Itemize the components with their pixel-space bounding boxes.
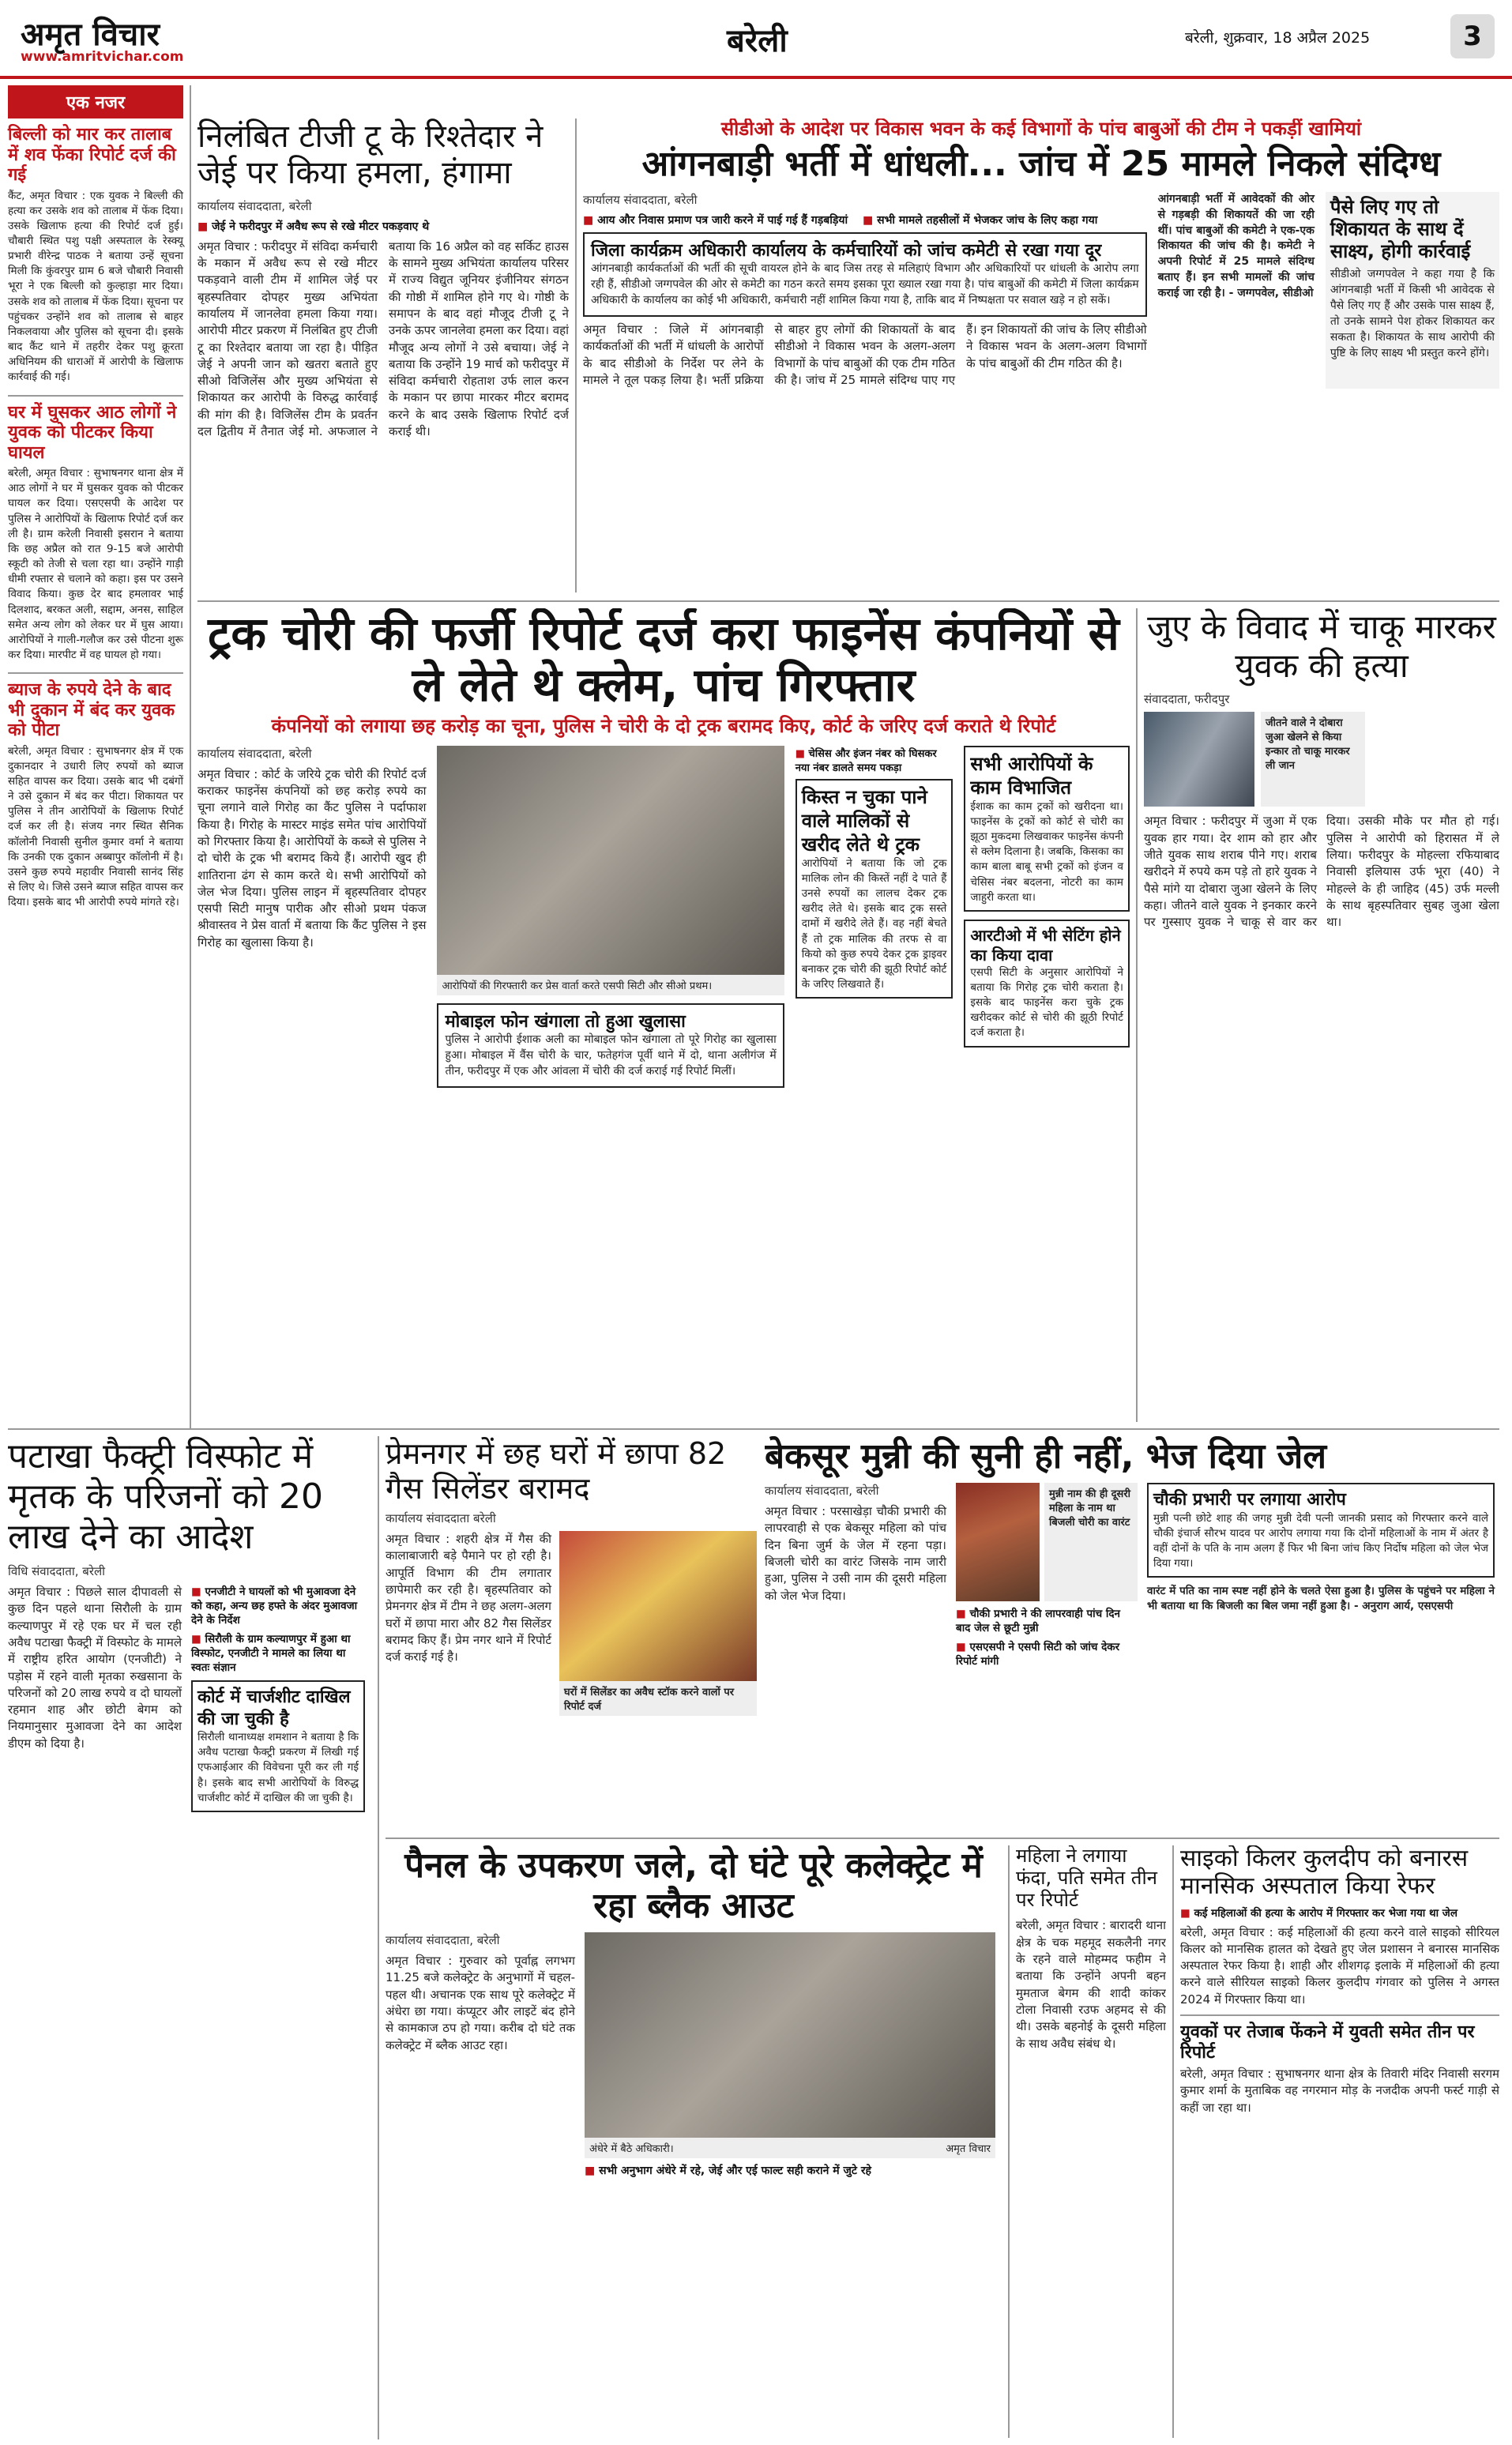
side-body: सीडीओ जग्गपवेल ने कहा गया है कि आंगनबाड़ी भर्ती में किसी भी आवेदक से पैसे लिए गए हैं और उसके पास साक्ष्य हैं, तो उनके सामने पेश होकर शिकायत कर सकता है। शिकायत के साथ आरोपी की पुष्टि के लिए साक्ष्य भी प्रस्तुत करने होंगे। — [1330, 268, 1495, 359]
sidebar-item-headline: बिल्ली को मार कर तालाब में शव फेंका रिपोर्ट दर्ज की गई — [8, 125, 176, 186]
story-firecracker-blast[interactable] — [8, 1436, 371, 2439]
box-headline: आरटीओ में भी सेटिंग होने का किया दावा — [970, 925, 1121, 965]
story-highlight: ■ चौकी प्रभारी ने की लापरवाही पांच दिन बाद जेल से छूटी मुन्नी — [956, 1606, 1138, 1634]
edition-city: बरेली — [727, 23, 788, 59]
story-point: ■ आय और निवास प्रमाण पत्र जारी करने में पाई गई हैं गड़बड़ियां — [583, 213, 852, 228]
blackout-photo — [585, 1932, 995, 2138]
sidebar-item-body: बरेली, अमृत विचार : सुभाषनगर थाना क्षेत्र में आठ लोगों ने घर में घुसकर युवक को पीटकर घायल कर दिया। एसएसपी के आदेश पर पुलिस ने आरोपियों के खिलाफ रिपोर्ट दर्ज कर ली है। ग्राम करेली निवासी इसरान ने बताया कि छह अप्रैल को रात 9-15 बजे आरोपी स्कूटी को तेजी से चला रहा था। उन्होंने गाड़ी धीमी रफ्तार से चलाने को कहा। इस पर उसने विवाद किया। कुछ देर बाद हमलावर भाई दिलशाद, बरकत अली, सद्दाम, अनस, साहिल समेत अन्य लोग को लेकर घर में घुस आया। आरोपियों ने गाली-गलौज कर उसे पीटना शुरू कर दिया। मारपीट में वह घायल हो गया। — [8, 467, 183, 661]
story-headline: पटाखा फैक्ट्री विस्फोट में मृतक के परिजनों को 20 लाख देने का आदेश — [8, 1436, 323, 1558]
box-body: पुलिस ने आरोपी ईशाक अली का मोबाइल फोन खंगाला तो पूरे गिरोह का खुलासा हुआ। मोबाइल में वैंस चोरी के चार, फतेहगंज पूर्वी थाने में दो, थाना अलीगंज में तीन, फरीदपुर में एक और आंवला में चोरी की दर्ज कराई गई रिपोर्ट मिलीं। — [445, 1033, 777, 1078]
press-conference-photo — [437, 746, 784, 975]
box-tag: ■ चेसिस और इंजन नंबर को घिसकर नया नंबर डालते समय पकड़ा — [795, 746, 953, 774]
story-headline: आंगनबाड़ी भर्ती में धांधली... जांच में 25 मामले निकले संदिग्ध — [641, 143, 1441, 184]
story-headline: बेकसूर मुन्नी की सुनी ही नहीं, भेज दिया जेल — [765, 1436, 1327, 1476]
side-headline: पैसे लिए गए तो शिकायत के साथ दें साक्ष्य, होगी कार्रवाई — [1330, 195, 1471, 262]
story-point: ■ एनजीटी ने घायलों को भी मुआवजा देने को कहा, अन्य छह हफ्ते के अंदर मुआवजा देने के निर्देश — [191, 1584, 365, 1627]
section-divider — [386, 1838, 1499, 1839]
info-box — [964, 746, 1130, 912]
photo-caption: घरों में सिलेंडर का अवैध स्टॉक करने वालों पर रिपोर्ट दर्ज — [559, 1681, 757, 1716]
divider — [8, 395, 183, 397]
sidebar-item-headline: घर में घुसकर आठ लोगों ने युवक को पीटकर किया घायल — [8, 402, 177, 463]
info-box — [795, 779, 953, 999]
box-headline: चौकी प्रभारी पर लगाया आरोप — [1153, 1490, 1346, 1510]
box-headline: जिला कार्यक्रम अधिकारी कार्यालय के कर्मचारियों को जांच कमेटी से रखा गया दूर — [591, 240, 1102, 261]
box-headline: मोबाइल फोन खंगाला तो हुआ खुलासा — [445, 1011, 686, 1032]
story-body: अमृत विचार : गुरुवार को पूर्वाह्न लगभग 11.25 बजे कलेक्ट्रेट के अनुभागों में चहल-पहल थी। अचानक एक साथ पूरे कलेक्ट्रेट में अंधेरा छा गया। कंप्यूटर और लाइटें बंद होने से कामकाज ठप हो गया। करीब दो घंटे तक कलेक्ट्रेट में ब्लैक आउट रहा। — [386, 1954, 575, 2052]
divider — [8, 672, 183, 674]
site-url[interactable]: www.amritvichar.com — [21, 49, 184, 65]
story-byline: कार्यालय संवाददाता, बरेली — [197, 746, 312, 761]
cylinders-photo — [559, 1531, 757, 1681]
info-box — [1147, 1483, 1495, 1578]
story-byline: संवाददाता, फरीदपुर — [1144, 692, 1230, 707]
story-headline: जुए के विवाद में चाकू मारकर युवक की हत्या — [1147, 608, 1496, 685]
story-collectorate-blackout[interactable] — [386, 1845, 1002, 2438]
column-rule — [378, 1436, 379, 2439]
box-body: एसपी सिटी के अनुसार आरोपियों ने बताया कि गिरोह ट्रक चोरी कराता है। इसके बाद फाइनेंस करा चुके ट्रक खरीदकर कोर्ट से चोरी की झूठी रिपोर्ट दर्ज कराता है। — [970, 965, 1123, 1040]
box-body: ईशाक का काम ट्रकों को खरीदना था। फाइनेंस के ट्रकों को कोर्ट से चोरी का झूठा मुकदमा लिखवाकर फाइनेंस कंपनी से क्लेम दिलाना है। जबकि, किसका का काम बाला बाबू सभी ट्रकों को इंजन व चेसिस नंबर बदलना, नोटरी का काम जाहुरी करता था। — [970, 799, 1123, 904]
victim-photo — [1144, 712, 1254, 807]
section-divider — [8, 1428, 1499, 1430]
story-headline: साइको किलर कुलदीप को बनारस मानसिक अस्पताल किया रेफर — [1180, 1845, 1469, 1900]
story-point: ■ एसएसपी ने एसपी सिटी को जांच देकर रिपोर्ट मांगी — [956, 1639, 1138, 1668]
info-box — [964, 920, 1130, 1048]
story-woman-suicide[interactable] — [1016, 1845, 1166, 2438]
sidebar-tag: एक नजर — [8, 85, 183, 118]
sidebar-item[interactable] — [8, 403, 183, 664]
box-body: आरोपियों ने बताया कि जो ट्रक मालिक लोन की किस्तें नहीं दे पाते हैं उनसे रुपयों का लालच देकर ट्रक खरीद लेते थे। इसके बाद ट्रक सस्ते दामों में खरीदे लेते हैं। वह नहीं बेचते हैं तो ट्रक मालिक की तरफ से वा कियो को कुछ रुपये देकर ट्रक ड्राइवर बनाकर ट्रक चोरी की झूठी रिपोर्ट कोर्ट के जरिए लिखवाते हैं। — [801, 856, 947, 991]
story-byline: कार्यालय संवाददाता, बरेली — [765, 1484, 879, 1499]
story-body: अमृत विचार : परसाखेड़ा चौकी प्रभारी की लापरवाही से एक बेकसूर महिला को पांच दिन बिना जुर्म के जेल में रहना पड़ा। बिजली चोरी का वारंट जिसके नाम जारी हुआ, पुलिस ने उसी नाम की दूसरी महिला को जेल भेज दिया। — [765, 1504, 946, 1603]
box-body: मुन्नी पत्नी छोटे शाह की जगह मुन्नी देवी पत्नी जानकी प्रसाद को गिरफ्तार करने वाले चौकी इंचार्ज सौरभ यादव पर आरोप लगाया गया कि दोनों महिलाओं के नाम में अंतर है वहीं दोनों के पति के नाम अलग हैं फिर भी बिना जांच किए निर्दोष महिला को जेल भेज दिया गया। — [1153, 1511, 1488, 1570]
info-box — [191, 1680, 365, 1812]
story-deck: कंपनियों को लगाया छह करोड़ का चूना, पुलिस ने चोरी के दो ट्रक बरामद किए, कोर्ट के जरिए दर्ज कराते थे रिपोर्ट — [271, 714, 1056, 737]
story-body: बरेली, अमृत विचार : कई महिलाओं की हत्या करने वाले साइको सीरियल किलर को मानसिक हालत को देखते हुए जेल प्रशासन ने बनारस मानसिक अस्पताल रेफर किया है। शाही और शीशगढ़ इलाके में महिलाओं की हत्या करने वाले सीरियल साइको किलर कुलदीप गंगवार को पुलिस ने अगस्त 2024 में गिरफ्तार किया था। — [1180, 1924, 1499, 2007]
box-headline: किस्त न चुका पाने वाले मालिकों से खरीद लेते थे ट्रक — [801, 785, 927, 856]
column-rule — [1008, 1845, 1010, 2438]
info-box — [437, 1003, 784, 1088]
photo-caption: आरोपियों की गिरफ्तारी कर प्रेस वार्ता करते एसपी सिटी और सीओ प्रथम। — [437, 975, 784, 995]
page-number: 3 — [1450, 14, 1495, 58]
story-quote: आंगनबाड़ी भर्ती में आवेदकों की ओर से गड़बड़ी की शिकायतें की जा रही थीं। पांच बाबुओं की कमेटी ने एक-एक शिकायत की जांच की है। कमेटी ने अपनी रिपोर्ट में 25 मामले संदिग्ध बताए हैं। इन सभी मामलों की जांच कराई जा रही है। - जग्गपवेल, सीडीओ — [1157, 192, 1315, 300]
story-body: अमृत विचार : कोर्ट के जरिये ट्रक चोरी की रिपोर्ट दर्ज कराकर फाइनेंस कंपनियों को छह करोड़ रुपये का चूना लगाने वाले गिरोह का कैंट पुलिस ने पर्दाफाश किया है। गिरोह के मास्टर माइंड समेत पांच आरोपियों को गिरफ्तार किया है। आरोपियों के कब्जे से पुलिस ने दो चोरी के ट्रक भी बरामद किये हैं। आरोपी खुद ही शातिराना ढंग से काम करते थे। सभी आरोपियों को जेल भेज दिया। पुलिस लाइन में बृहस्पतिवार दोपहर एसपी सिटी मानुष पारीक और सीओ प्रथम पंकज श्रीवास्तव ने प्रेस वार्ता में बताया कि कैंट पुलिस ने इस गिरोह का खुलासा किया है। — [197, 766, 427, 950]
box-headline: कोर्ट में चार्जशीट दाखिल की जा चुकी है — [197, 1687, 351, 1729]
story-truck-fraud[interactable] — [197, 608, 1130, 1422]
story-highlight: ■ जेई ने फरीदपुर में अवैध रूप से रखे मीटर पकड़वाए थे — [197, 219, 569, 234]
story-body: अमृत विचार : फरीदपुर में संविदा कर्मचारी के मकान में अवैध रूप से रखे मीटर पकड़वाने वाली टीम में शामिल जेई पर बृहस्पतिवार दोपहर मुख्य अभियंता कार्यालय में जानलेवा हमला किया गया। आरोपी मीटर प्रकरण में निलंबित हुए टीजी टू का रिश्तेदार बताया जा रहा है। पीड़ित जेई ने अपनी जान को खतरा बताते हुए सीओ विजिलेंस और मुख्य अभियंता से शिकायत कर आरोपी के विरुद्ध कार्रवाई की मांग की है। विजिलेंस टीम के प्रवर्तन दल द्वितीय में तैनात जेई मो. अफजाल ने बताया कि 16 अप्रैल को वह सर्किट हाउस के सामने मुख्य अभियंता कार्यालय परिसर में राज्य विद्युत जूनियर इंजीनियर संगठन की गोष्ठी में शामिल होने गए थे। गोष्ठी के समापन के बाद वहां मौजूद टीजी टू ने उनके ऊपर जानलेवा हमला कर दिया। वहां मौजूद अन्य लोगों ने उसे बचाया। जेई ने बताया कि उन्होंने 19 मार्च को फरीदपुर में संविदा कर्मचारी रोहताश उर्फ लाल करन के मकान पर छापा मारकर मीटर बरामद करने के बाद उसके खिलाफ रिपोर्ट दर्ज कराई थी। — [197, 239, 569, 439]
masthead: अमृत विचार — [21, 17, 160, 53]
story-headline: प्रेमनगर में छह घरों में छापा 82 गैस सिलेंडर बरामद — [386, 1436, 727, 1506]
story-psycho-killer[interactable] — [1180, 1845, 1499, 2438]
story-body: अमृत विचार : पिछले साल दीपावली से कुछ दिन पहले थाना सिरौली के ग्राम कल्याणपुर में रहे एक घर में चल रही अवैध पटाखा फैक्ट्री में विस्फोट के मामले में राष्ट्रीय हरित आयोग (एनजीटी) ने पड़ोस में रहने वाली मृतका रुखसाना के परिजनों को 20 लाख रुपये व दो घायलों रहमान शाह और छोटी बेगम को नियमानुसार मुआवजा देने का आदेश डीएम को दिया है। — [8, 1585, 182, 1751]
sidebar-item-body: कैंट, अमृत विचार : एक युवक ने बिल्ली की हत्या कर उसके शव को तालाब में फेंक दिया। उसके खिलाफ हत्या की रिपोर्ट दर्ज हुई। चौबारी स्थित पशु पक्षी अस्पताल के रेस्क्यू प्रभारी वीरेन्द्र पाठक ने बताया उन्हें सूचना मिली कि कुंवरपुर ग्राम 6 बजे चौबारी निवासी भूरा ने एक बिल्ली को कुल्हाड़ा मार दिया। उसके शव को तालाब में फेंक दिया। सूचना पर पहुंचकर उन्होंने शव को तालाब से बाहर निकलवाया और पुलिस को सूचना दी। इसके बाद कैंट थाने में तहरीर देकर पशु क्रूरता अधिनियम की धाराओं में आरोपी के खिलाफ कार्रवाई की गई। — [8, 189, 183, 384]
story-headline: ट्रक चोरी की फर्जी रिपोर्ट दर्ज करा फाइनेंस कंपनियों से ले लेते थे क्लेम, पांच गिरफ्तार — [208, 608, 1119, 712]
story-byline: कार्यालय संवाददाता, बरेली — [386, 1933, 500, 1948]
section-divider — [197, 600, 1499, 602]
box-body: आंगनबाड़ी कार्यकर्ताओं की भर्ती की सूची वायरल होने के बाद जिस तरह से मलिहाएं विभाग और अधिकारियों पर धांधली के आरोप लगा रही हैं, सीडीओ जग्गपवेल की ओर से कमेटी का गठन करते समय इसका पूरा ख्याल रखा गया है। पांच बाबुओं की कमेटी में जिला कार्यक्रम अधिकारी के कार्यालय का कोई भी अधिकारी, कर्मचारी नहीं शामिल किया गया है, ताकि बाद में निष्पक्षता पर सवाल खड़े न हो सकें। — [591, 262, 1139, 307]
sub-story-headline: युवकों पर तेजाब फेंकने में युवती समेत तीन पर रिपोर्ट — [1180, 2022, 1475, 2063]
story-body: अमृत विचार : फरीदपुर में जुआ में एक युवक हार गया। देर शाम को हार और जीते युवक साथ शराब पीने गए। शराब खरीदने में रुपये कम पड़े तो हारे युवक ने पैसे मांगे या दोबारा जुआ खेलने के लिए कहा। जीतने वाले युवक ने इनकार करने पर गुस्साए युवक ने चाकू से वार कर दिया। उसकी मौके पर मौत हो गई। पुलिस ने आरोपी को हिरासत में ले लिया। फरीदपुर के मोहल्ला रफियाबाद निवासी इलियास उर्फ भूरा (40) ने मोहल्ले के ही जाहिद (45) उर्फ मल्ली के साथ बृहस्पतिवार सुबह जुआ खेला था। — [1144, 814, 1499, 930]
column-rule — [1136, 608, 1138, 1422]
story-je-attack[interactable] — [197, 118, 569, 592]
story-gambling-murder[interactable] — [1144, 608, 1499, 1422]
story-body: अमृत विचार : जिले में आंगनबाड़ी कार्यकर्ताओं की भर्ती में धांधली के आरोपों के बाद सीडीओ के निर्देश पर लेने के मामले ने तूल पकड़ लिया है। भर्ती प्रक्रिया से बाहर हुए लोगों की शिकायतों के बाद सीडीओ ने विकास भवन के अलग-अलग विभागों के पांच बाबुओं की एक टीम गठित की है। जांच में 25 मामले संदिग्ध पाए गए हैं। इन शिकायतों की जांच के लिए सीडीओ ने विकास भवन के अलग-अलग विभागों के पांच बाबुओं की टीम गठित की है। — [583, 322, 1147, 387]
column-rule — [575, 118, 577, 592]
photo-caption: जीतने वाले ने दोबारा जुआ खेलने से किया इन्कार तो चाकू मारकर ली जान — [1261, 712, 1365, 807]
story-byline: विधि संवाददाता, बरेली — [8, 1564, 106, 1579]
story-headline: पैनल के उपकरण जले, दो घंटे पूरे कलेक्ट्रेट में रहा ब्लैक आउट — [404, 1845, 983, 1927]
column-rule — [1172, 1845, 1174, 2438]
photo-caption: मुन्नी नाम की ही दूसरी महिला के नाम था बिजली चोरी का वारंट — [1044, 1483, 1138, 1601]
column-rule — [190, 85, 191, 1428]
divider — [1180, 2014, 1499, 2016]
story-quote: वारंट में पति का नाम स्पष्ट नहीं होने के चलते ऐसा हुआ है। पुलिस के पहुंचने पर महिला ने भी बताया था कि बिजली का बिल जमा नहीं हुआ है। - अनुराग आर्य, एसएसपी — [1147, 1585, 1495, 1613]
box-body: सिरौली थानाध्यक्ष शमशान ने बताया है कि अवैध पटाखा फैक्ट्री प्रकरण में लिखी गई एफआईआर की विवेचना पूरी कर ली गई है। इसके बाद सभी आरोपियों के विरुद्ध चार्जशीट कोर्ट में दाखिल की जा चुकी है। — [197, 1731, 359, 1804]
sub-story-body: बरेली, अमृत विचार : सुभाषनगर थाना क्षेत्र के तिवारी मंदिर निवासी सरगम कुमार शर्मा के मुताबिक वह नगरमान मोड़ के नजदीक अपनी फर्स्ट गाड़ी से कहीं जा रहा था। — [1180, 2067, 1499, 2115]
photo-credit: अमृत विचार — [946, 2143, 991, 2156]
story-gas-cylinders[interactable] — [386, 1436, 757, 1831]
story-body: बरेली, अमृत विचार : बारादरी थाना क्षेत्र के चक महमूद सकलैनी नगर के रहने वाले मोहम्मद फहीम ने बताया कि उन्होंने अपनी बहन मुमताज बेगम की शादी कांकर टोला निवासी रउफ अहमद से की थी। उसके बहनोई के दूसरी महिला के साथ अवैध संबंध थे। — [1016, 1918, 1166, 2051]
story-byline: कार्यालय संवाददाता, बरेली — [583, 192, 698, 207]
story-highlight: ■ कई महिलाओं की हत्या के आरोप में गिरफ्तार कर भेजा गया था जेल — [1180, 1905, 1499, 1920]
story-point: ■ सिरौली के ग्राम कल्याणपुर में हुआ था विस्फोट, एनजीटी ने मामले का लिया था स्वतः संज्ञान — [191, 1631, 365, 1674]
story-headline: महिला ने लगाया फंदा, पति समेत तीन पर रिपोर्ट — [1016, 1845, 1157, 1911]
story-byline: कार्यालय संवाददाता बरेली — [386, 1511, 496, 1526]
munni-photo — [956, 1483, 1040, 1601]
sidebar-item-body: बरेली, अमृत विचार : सुभाषनगर क्षेत्र में एक दुकानदार ने उधारी लिए रुपयों को ब्याज सहित वापस कर दिया। उसके बाद भी दबंगों ने उसे दुकान में बंद कर पीटा। शिकायत पर पुलिस ने तीन आरोपियों के खिलाफ रिपोर्ट दर्ज कर ली है। संजय नगर स्थित सैनिक कॉलोनी निवासी सुनील कुमार वर्मा ने बताया कि उनकी एक दुकान अब्बापुर कॉलोनी में है। उसने कुछ रुपये महावीर निवासी सानंद सिंह से लिए थे। जिसे उसने ब्याज सहित वापस कर दिया। इसके बाद भी आरोपी रुपये मांगते रहे। — [8, 744, 183, 909]
photo-caption: अंधेरे में बैठे अधिकारी। — [589, 2143, 674, 2156]
story-headline: निलंबित टीजी टू के रिश्तेदार ने जेई पर किया हमला, हंगामा — [197, 118, 543, 192]
sidebar-item[interactable] — [8, 680, 183, 910]
sidebar — [8, 85, 183, 1428]
story-anganwadi[interactable] — [583, 118, 1499, 592]
dateline: बरेली, शुक्रवार, 18 अप्रैल 2025 — [1185, 29, 1371, 47]
info-box — [583, 232, 1147, 317]
story-byline: कार्यालय संवाददाता, बरेली — [197, 198, 312, 213]
sidebar-item[interactable] — [8, 125, 183, 386]
sidebar-item-headline: ब्याज के रुपये देने के बाद भी दुकान में बंद कर युवक को पीटा — [8, 680, 175, 741]
story-kicker: सीडीओ के आदेश पर विकास भवन के कई विभागों के पांच बाबुओं की टीम ने पकड़ीं खामियां — [720, 118, 1362, 140]
box-headline: सभी आरोपियों के काम विभाजित — [970, 752, 1093, 799]
story-highlight: ■ सभी अनुभाग अंधेरे में रहे, जेई और एई फाल्ट सही कराने में जुटे रहे — [585, 2163, 995, 2178]
story-point: ■ सभी मामले तहसीलों में भेजकर जांच के लिए कहा गया — [863, 213, 1131, 228]
story-body: अमृत विचार : शहरी क्षेत्र में गैस की कालाबाजारी बड़े पैमाने पर हो रही है। आपूर्ति विभाग की टीम लगातार छापेमारी कर रही है। बृहस्पतिवार को प्रेमनगर क्षेत्र में टीम ने छह अलग-अलग घरों में छापा मारा और 82 गैस सिलेंडर बरामद किए हैं। प्रेम नगर थाने में रिपोर्ट दर्ज कराई गई है। — [386, 1532, 551, 1664]
story-munni-jail[interactable] — [765, 1436, 1499, 1831]
